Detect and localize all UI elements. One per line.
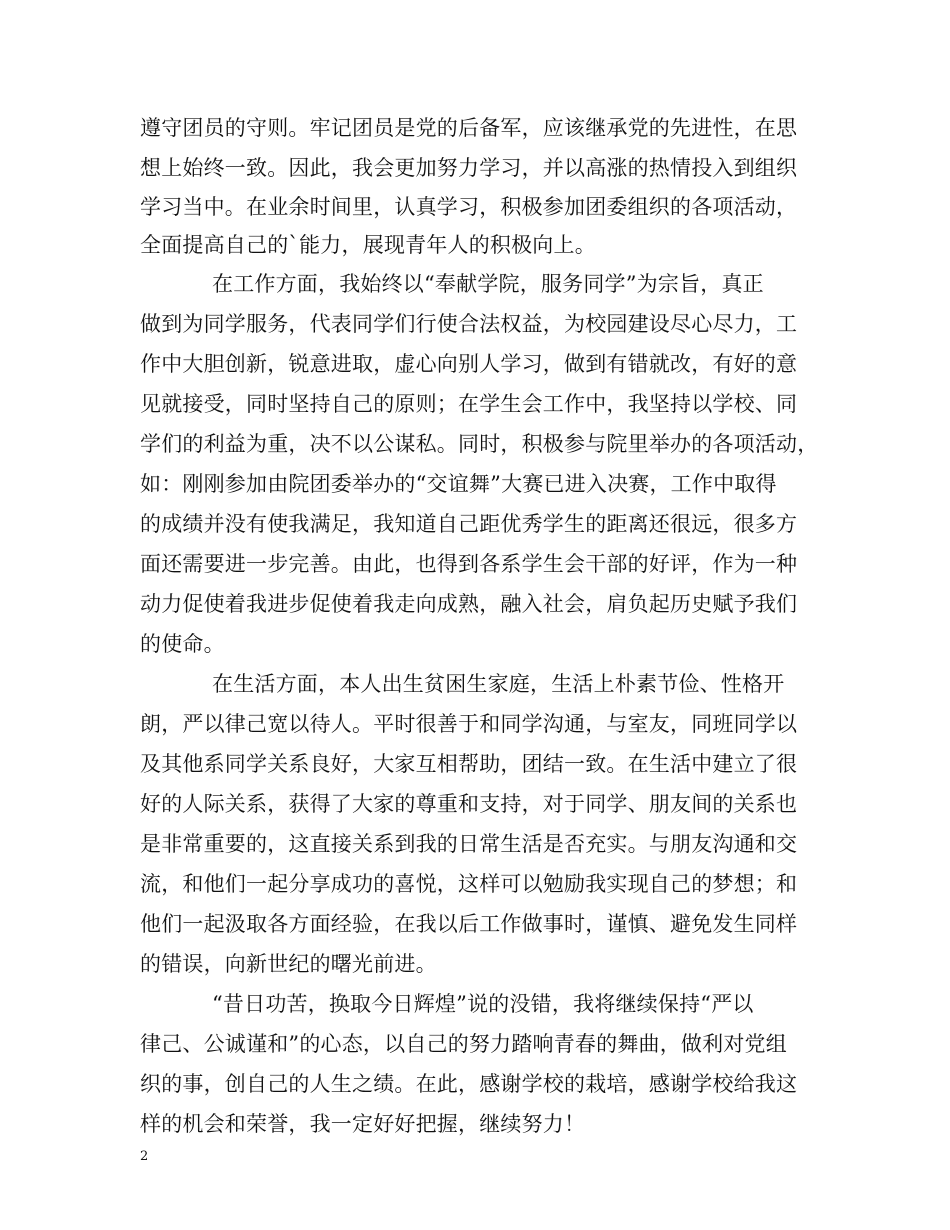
text-line: 学们的利益为重，决不以公谋私。同时，积极参与院里举办的各项活动，	[140, 432, 819, 456]
text-line: 的成绩并没有使我满足，我知道自己距优秀学生的距离还很远，很多方	[140, 512, 798, 536]
text-line: 学习当中。在业余时间里，认真学习，积极参加团委组织的各项活动，	[140, 195, 798, 219]
page-number: 2	[140, 1149, 149, 1164]
text-line: 及其他系同学关系良好，大家互相帮助，团结一致。在生活中建立了很	[140, 752, 798, 776]
text-line: 他们一起汲取各方面经验，在我以后工作做事时，谨慎、避免发生同样	[140, 912, 798, 936]
paragraph-first-line: 在生活方面，本人出生贫困生家庭，生活上朴素节俭、性格开	[212, 672, 785, 696]
text-line: 见就接受，同时坚持自己的原则；在学生会工作中，我坚持以学校、同	[140, 392, 798, 416]
text-line: 作中大胆创新，锐意进取，虚心向别人学习，做到有错就改，有好的意	[140, 352, 798, 376]
text-line: 织的事，创自己的人生之绩。在此，感谢学校的栽培，感谢学校给我这	[140, 1072, 798, 1096]
text-line: 如：刚刚参加由院团委举办的“交谊舞”大赛已进入决赛，工作中取得	[140, 472, 777, 496]
text-line: 的错误，向新世纪的曙光前进。	[140, 952, 437, 976]
text-line: 的使命。	[140, 632, 225, 656]
text-line: 想上始终一致。因此，我会更加努力学习，并以高涨的热情投入到组织	[140, 156, 798, 180]
text-line: 遵守团员的守则。牢记团员是党的后备军，应该继承党的先进性，在思	[140, 116, 798, 140]
text-line: 做到为同学服务，代表同学们行使合法权益，为校园建设尽心尽力，工	[140, 312, 798, 336]
text-line: 面还需要进一步完善。由此，也得到各系学生会干部的好评，作为一种	[140, 552, 798, 576]
text-line: 动力促使着我进步促使着我走向成熟，融入社会，肩负起历史赋予我们	[140, 592, 798, 616]
text-line: 全面提高自己的`能力，展现青年人的积极向上。	[140, 233, 596, 257]
text-line: 朗，严以律己宽以待人。平时很善于和同学沟通，与室友，同班同学以	[140, 712, 798, 736]
text-line: 样的机会和荣誉，我一定好好把握，继续努力！	[140, 1112, 586, 1136]
paragraph-first-line: “昔日功苦，换取今日辉煌”说的没错，我将继续保持“严以	[212, 992, 754, 1016]
paragraph-first-line: 在工作方面，我始终以“奉献学院，服务同学”为宗旨，真正	[212, 272, 764, 296]
text-line: 好的人际关系，获得了大家的尊重和支持，对于同学、朋友间的关系也	[140, 792, 798, 816]
text-line: 是非常重要的，这直接关系到我的日常生活是否充实。与朋友沟通和交	[140, 832, 798, 856]
text-line: 流，和他们一起分享成功的喜悦，这样可以勉励我实现自己的梦想；和	[140, 872, 798, 896]
text-line: 律己、公诚谨和”的心态，以自己的努力踏响青春的舞曲，做利对党组	[140, 1032, 787, 1056]
